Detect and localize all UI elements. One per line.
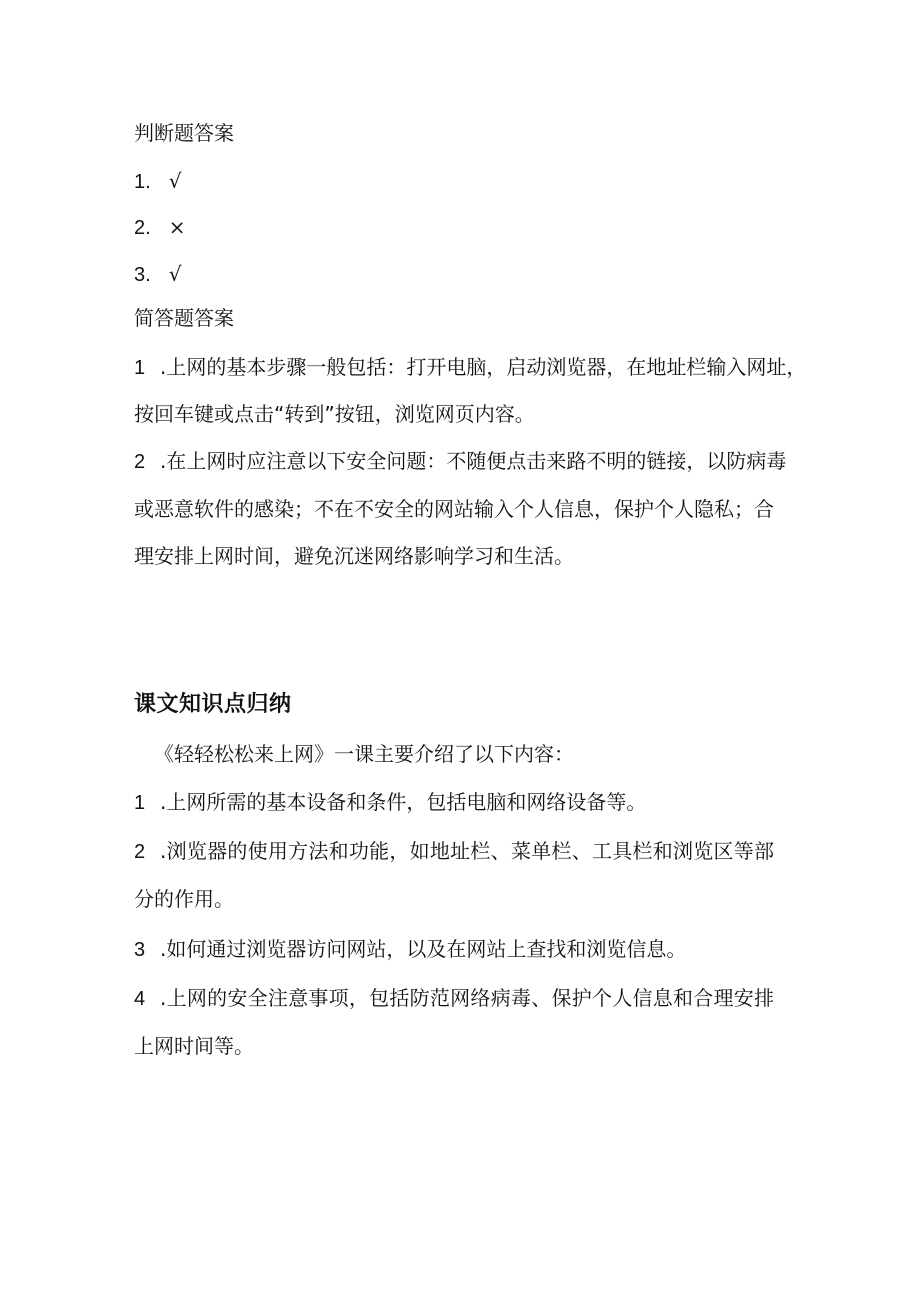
tf-answer-3 (134, 259, 181, 290)
summary-item-number: 2 (134, 841, 146, 863)
summary-item-3 (134, 934, 686, 965)
summary-item-4-line-1 (134, 983, 774, 1014)
short-answer-number: 1 (134, 357, 146, 379)
tf-answer-2 (134, 212, 185, 243)
short-answer-2-line-3: 理安排上网时间，避免沉迷网络影响学习和生活。 (134, 544, 574, 568)
summary-item-1 (134, 787, 646, 818)
summary-item-number: 3 (134, 939, 146, 961)
tf-answer-number: 1. (134, 171, 151, 193)
summary-item-4-line-2: 上网时间等。 (134, 1034, 254, 1058)
summary-intro: 《轻轻松松来上网》一课主要介绍了以下内容： (154, 742, 574, 766)
short-answer-2-line-1 (134, 446, 787, 477)
short-section-title: 简答题答案 (134, 306, 234, 330)
short-answer-1-line-1 (134, 352, 807, 383)
short-answer-text: .上网的基本步骤一般包括：打开电脑，启动浏览器，在地址栏输入网址， (160, 355, 807, 379)
summary-item-text: .浏览器的使用方法和功能，如地址栏、菜单栏、工具栏和浏览区等部 (160, 839, 774, 863)
summary-item-text: .如何通过浏览器访问网站，以及在网站上查找和浏览信息。 (160, 937, 687, 961)
summary-item-2-line-1 (134, 836, 774, 867)
summary-section-title: 课文知识点归纳 (134, 692, 292, 717)
tf-section-title: 判断题答案 (134, 121, 234, 145)
tf-answer-number: 3. (134, 264, 151, 286)
summary-item-text: .上网所需的基本设备和条件，包括电脑和网络设备等。 (160, 790, 647, 814)
short-answer-2-line-2: 或恶意软件的感染；不在不安全的网站输入个人信息，保护个人隐私；合 (134, 497, 774, 521)
check-mark-icon: √ (168, 169, 182, 193)
summary-item-number: 1 (134, 792, 146, 814)
summary-item-number: 4 (134, 988, 146, 1010)
cross-mark-icon: × (168, 215, 186, 239)
tf-answer-1 (134, 166, 181, 197)
short-answer-number: 2 (134, 451, 146, 473)
short-answer-1-line-2: 按回车键或点击“转到”按钮，浏览网页内容。 (134, 402, 535, 426)
short-answer-text: .在上网时应注意以下安全问题：不随便点击来路不明的链接，以防病毒 (160, 449, 787, 473)
tf-answer-number: 2. (134, 217, 151, 239)
summary-item-2-line-2: 分的作用。 (134, 887, 234, 911)
check-mark-icon: √ (168, 262, 182, 286)
summary-item-text: .上网的安全注意事项，包括防范网络病毒、保护个人信息和合理安排 (160, 986, 774, 1010)
